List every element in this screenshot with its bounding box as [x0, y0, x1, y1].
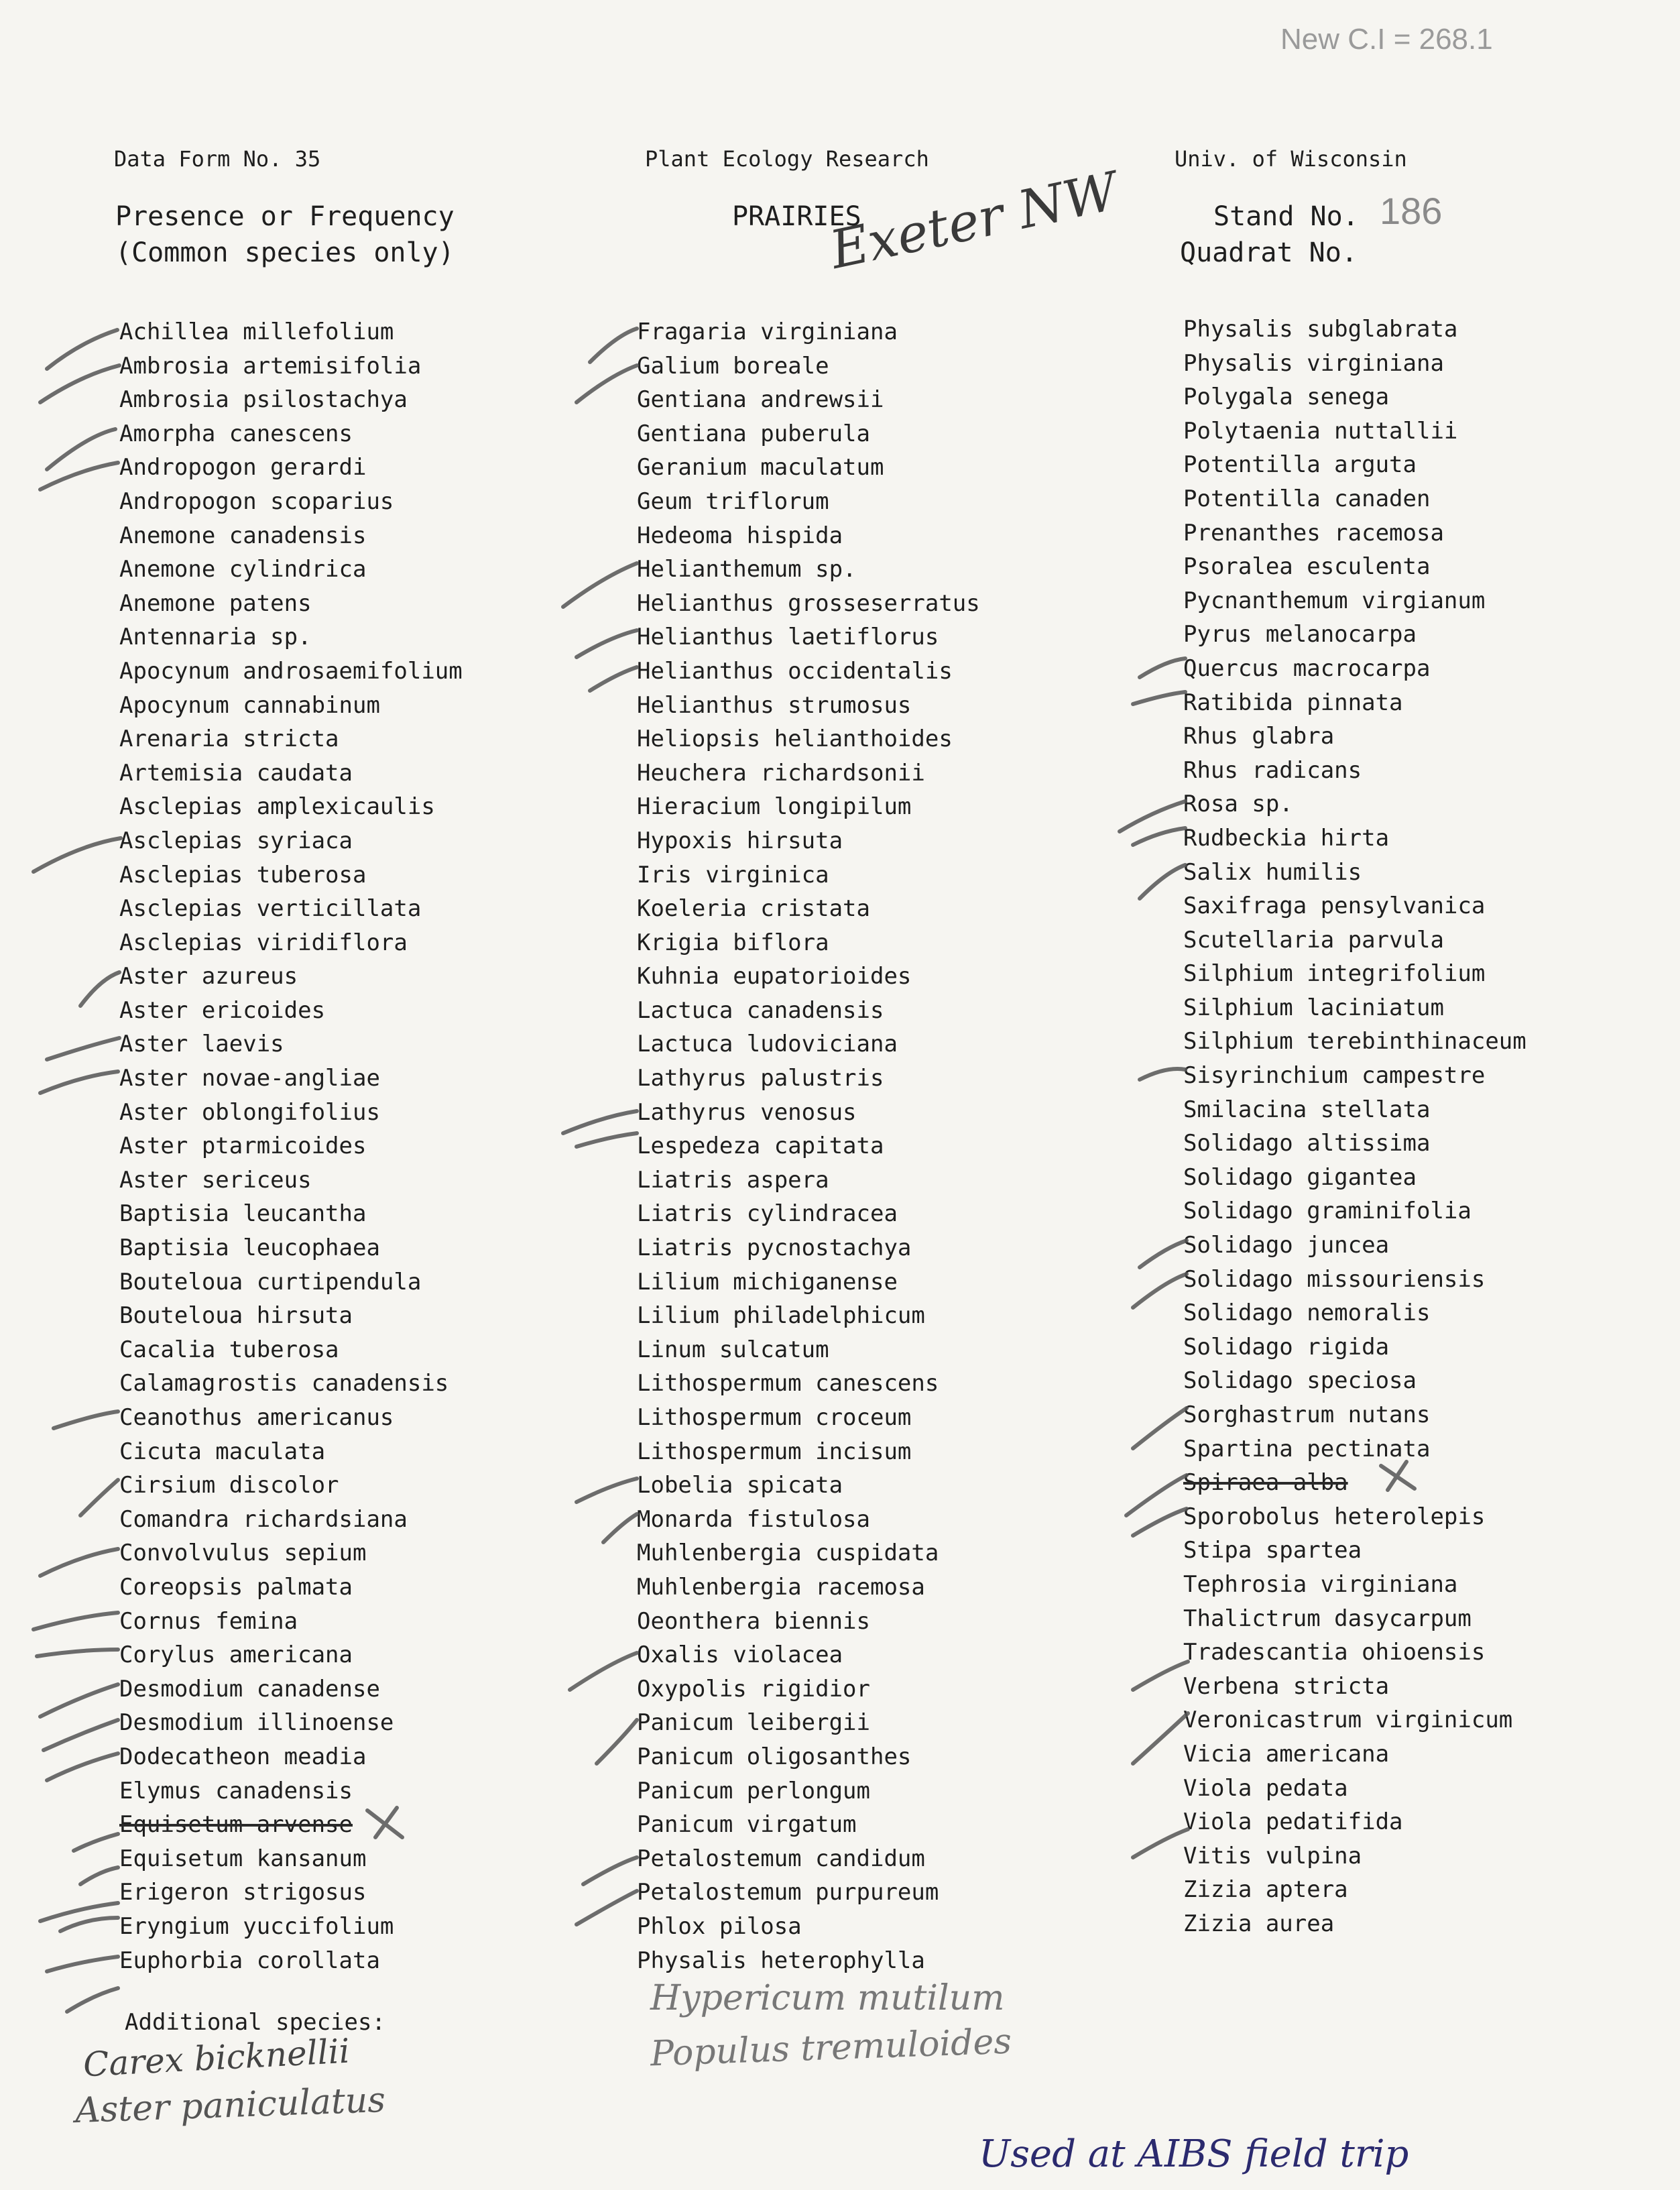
species-item: Arenaria stricta: [119, 726, 339, 753]
species-item: Saxifraga pensylvanica: [1183, 892, 1486, 920]
species-item: Panicum leibergii: [637, 1709, 870, 1737]
additional-species-label: Additional species:: [125, 2009, 385, 2036]
species-item: Lathyrus palustris: [637, 1065, 884, 1092]
species-item: Panicum perlongum: [637, 1777, 870, 1804]
species-item: Panicum oligosanthes: [637, 1743, 912, 1770]
species-item: Anemone canadensis: [119, 522, 367, 549]
species-item: Apocynum cannabinum: [119, 691, 380, 719]
species-item: Achillea millefolium: [119, 319, 394, 345]
species-item: Artemisia caudata: [119, 759, 353, 787]
species-item: Fragaria virginiana: [637, 319, 898, 345]
species-item: Asclepias tuberosa: [119, 861, 367, 888]
species-item: Hypoxis hirsuta: [637, 827, 843, 854]
form-number: Data Form No. 35: [114, 146, 321, 172]
species-item: Amorpha canescens: [119, 420, 353, 447]
species-item: Cirsium discolor: [119, 1472, 339, 1499]
species-item: Equisetum kansanum: [119, 1845, 367, 1872]
stand-number: 186: [1380, 190, 1443, 232]
species-item: Lactuca canadensis: [637, 996, 884, 1024]
species-item: Silphium terebinthinaceum: [1183, 1028, 1526, 1055]
species-column-1: [119, 315, 463, 1977]
species-item: Kuhnia eupatorioides: [637, 963, 912, 990]
species-item: Baptisia leucantha: [119, 1200, 367, 1228]
species-item: Calamagrostis canadensis: [119, 1370, 449, 1397]
species-item: Helianthus strumosus: [637, 691, 912, 719]
species-item: Geum triflorum: [637, 487, 829, 515]
species-item: Ambrosia psilostachya: [119, 386, 408, 414]
species-item: Solidago juncea: [1183, 1232, 1390, 1259]
species-item: Liatris pycnostachya: [637, 1234, 912, 1262]
species-item: Lobelia spicata: [637, 1472, 843, 1499]
species-item: Heliopsis helianthoides: [637, 726, 953, 753]
species-item: Linum sulcatum: [637, 1336, 829, 1363]
species-column-2: [637, 315, 980, 1977]
species-item: Solidago graminifolia: [1183, 1198, 1472, 1225]
species-item: Aster oblongifolius: [119, 1098, 380, 1126]
species-item: Physalis virginiana: [1183, 349, 1444, 377]
species-item: Viola pedata: [1183, 1774, 1348, 1802]
handwritten-species-left-1: Carex bicknellii: [82, 2031, 351, 2085]
species-item: Polytaenia nuttallii: [1183, 417, 1458, 445]
species-item: Rhus glabra: [1183, 723, 1335, 750]
species-item: Anemone patens: [119, 589, 312, 617]
species-item: Vitis vulpina: [1183, 1842, 1362, 1869]
species-item-struck: [1183, 1466, 1526, 1500]
species-item: Psoralea esculenta: [1183, 553, 1431, 581]
species-item: Sisyrinchium campestre: [1183, 1062, 1486, 1090]
species-item: Muhlenbergia cuspidata: [637, 1540, 939, 1567]
species-item: Aster novae-angliae: [119, 1065, 380, 1092]
species-item: Phlox pilosa: [637, 1912, 802, 1940]
species-item: Andropogon scoparius: [119, 487, 394, 515]
species-item: Viola pedatifida: [1183, 1808, 1403, 1836]
species-item: Coreopsis palmata: [119, 1573, 353, 1601]
species-item: Antennaria sp.: [119, 624, 312, 651]
species-item: Helianthus occidentalis: [637, 657, 953, 685]
species-item: Oxypolis rigidior: [637, 1675, 870, 1703]
species-item: Helianthus grosseserratus: [637, 589, 980, 617]
species-item: Baptisia leucophaea: [119, 1234, 380, 1262]
location-handwritten: Exeter NW: [825, 161, 1123, 282]
species-item: Stipa spartea: [1183, 1537, 1362, 1564]
species-item: Aster azureus: [119, 963, 298, 990]
species-item: Thalictrum dasycarpum: [1183, 1605, 1472, 1632]
species-item: Corylus americana: [119, 1641, 353, 1669]
species-item: Ceanothus americanus: [119, 1404, 394, 1431]
species-item: Desmodium illinoense: [119, 1709, 394, 1737]
species-item: Asclepias syriaca: [119, 827, 353, 854]
species-column-3: [1183, 312, 1526, 1941]
species-item: Asclepias viridiflora: [119, 929, 408, 956]
species-item: Lilium michiganense: [637, 1268, 898, 1295]
species-item: Helianthus laetiflorus: [637, 624, 939, 651]
species-item: Elymus canadensis: [119, 1777, 353, 1804]
species-item: Verbena stricta: [1183, 1672, 1390, 1700]
species-item: Petalostemum purpureum: [637, 1879, 939, 1906]
species-item: Gentiana andrewsii: [637, 386, 884, 414]
species-item: Cornus femina: [119, 1607, 298, 1635]
species-item: Aster ericoides: [119, 996, 326, 1024]
species-item: Dodecatheon meadia: [119, 1743, 367, 1770]
species-item: Lespedeza capitata: [637, 1133, 884, 1160]
species-item: Bouteloua hirsuta: [119, 1302, 353, 1330]
species-item: Monarda fistulosa: [637, 1505, 870, 1533]
species-item: Desmodium canadense: [119, 1675, 380, 1703]
species-item: Hieracium longipilum: [637, 793, 912, 821]
species-item: Silphium integrifolium: [1183, 960, 1486, 988]
category-title: PRAIRIES: [732, 201, 861, 232]
species-item: Solidago rigida: [1183, 1333, 1390, 1361]
handwritten-species-mid-2: Populus tremuloides: [650, 2021, 1012, 2075]
species-item: Scutellaria parvula: [1183, 926, 1444, 954]
species-item: Ratibida pinnata: [1183, 689, 1403, 716]
species-item: Liatris cylindracea: [637, 1200, 898, 1228]
species-item: Aster ptarmicoides: [119, 1133, 367, 1160]
species-item: Tephrosia virginiana: [1183, 1570, 1458, 1598]
species-item: Cicuta maculata: [119, 1438, 326, 1465]
stand-label: Stand No.: [1213, 201, 1359, 232]
quadrat-label: Quadrat No.: [1180, 237, 1358, 268]
species-item: Geranium maculatum: [637, 454, 884, 481]
species-item-struck-text: Spiraea alba: [1183, 1469, 1348, 1497]
species-item: Physalis heterophylla: [637, 1947, 925, 1974]
species-item: Andropogon gerardi: [119, 454, 367, 481]
species-item: Eryngium yuccifolium: [119, 1912, 394, 1940]
species-item: Solidago gigantea: [1183, 1163, 1417, 1191]
species-item: Spartina pectinata: [1183, 1435, 1431, 1462]
org-name: Plant Ecology Research: [645, 146, 929, 172]
species-item: Galium boreale: [637, 352, 829, 380]
corner-note: New C.I = 268.1: [1280, 23, 1493, 56]
species-item: Rudbeckia hirta: [1183, 824, 1390, 852]
species-item-struck-text: Equisetum arvense: [119, 1811, 353, 1839]
species-item: Physalis subglabrata: [1183, 316, 1458, 343]
footer-note: Used at AIBS field trip: [979, 2132, 1409, 2176]
species-item: Oeonthera biennis: [637, 1607, 870, 1635]
species-item: Solidago speciosa: [1183, 1367, 1417, 1395]
species-item: Lithospermum croceum: [637, 1404, 912, 1431]
species-item: Smilacina stellata: [1183, 1096, 1431, 1123]
species-item: Asclepias amplexicaulis: [119, 793, 435, 821]
species-item: Koeleria cristata: [637, 895, 870, 923]
species-item: Silphium laciniatum: [1183, 994, 1444, 1021]
species-item: Krigia biflora: [637, 929, 829, 956]
species-item: Polygala senega: [1183, 384, 1390, 411]
species-item: Rhus radicans: [1183, 756, 1362, 784]
species-item: Aster laevis: [119, 1031, 284, 1058]
species-item: Comandra richardsiana: [119, 1505, 408, 1533]
species-item: Tradescantia ohioensis: [1183, 1639, 1486, 1666]
species-item: Ambrosia artemisifolia: [119, 352, 422, 380]
species-item: Potentilla arguta: [1183, 451, 1417, 479]
species-item-struck: [119, 1808, 463, 1842]
species-item: Lithospermum canescens: [637, 1370, 939, 1397]
species-item: Rosa sp.: [1183, 791, 1293, 818]
species-item: Apocynum androsaemifolium: [119, 657, 463, 685]
species-item: Salix humilis: [1183, 858, 1362, 886]
species-item: Lithospermum incisum: [637, 1438, 912, 1465]
species-item: Veronicastrum virginicum: [1183, 1707, 1513, 1734]
species-item: Solidago altissima: [1183, 1130, 1431, 1157]
species-item: Sporobolus heterolepis: [1183, 1503, 1486, 1530]
species-item: Prenanthes racemosa: [1183, 519, 1444, 546]
species-item: Bouteloua curtipendula: [119, 1268, 422, 1295]
species-item: Euphorbia corollata: [119, 1947, 380, 1974]
species-item: Asclepias verticillata: [119, 895, 422, 923]
species-item: Heuchera richardsonii: [637, 759, 925, 787]
species-item: Hedeoma hispida: [637, 522, 843, 549]
species-item: Panicum virgatum: [637, 1811, 857, 1839]
species-item: Anemone cylindrica: [119, 556, 367, 583]
species-item: Solidago nemoralis: [1183, 1300, 1431, 1327]
species-item: Quercus macrocarpa: [1183, 654, 1431, 682]
species-item: Sorghastrum nutans: [1183, 1401, 1431, 1428]
species-item: Potentilla canaden: [1183, 485, 1431, 512]
species-item: Liatris aspera: [637, 1166, 829, 1194]
handwritten-species-mid-1: Hypericum mutilum: [650, 1978, 1005, 2018]
species-item: Oxalis violacea: [637, 1641, 843, 1669]
species-item: Muhlenbergia racemosa: [637, 1573, 925, 1601]
species-item: Cacalia tuberosa: [119, 1336, 339, 1363]
species-item: Aster sericeus: [119, 1166, 312, 1194]
species-item: Convolvulus sepium: [119, 1540, 367, 1567]
species-item: Petalostemum candidum: [637, 1845, 925, 1872]
species-item: Helianthemum sp.: [637, 556, 857, 583]
species-item: Zizia aptera: [1183, 1876, 1348, 1904]
title-line1: Presence or Frequency: [115, 201, 455, 232]
species-item: Lactuca ludoviciana: [637, 1031, 898, 1058]
species-item: Gentiana puberula: [637, 420, 870, 447]
species-item: Lilium philadelphicum: [637, 1302, 925, 1330]
species-item: Iris virginica: [637, 861, 829, 888]
species-item: Solidago missouriensis: [1183, 1265, 1486, 1293]
species-item: Lathyrus venosus: [637, 1098, 857, 1126]
species-item: Erigeron strigosus: [119, 1879, 367, 1906]
species-item: Vicia americana: [1183, 1740, 1390, 1768]
handwritten-species-left-2: Aster paniculatus: [74, 2079, 386, 2132]
species-item: Pycnanthemum virgianum: [1183, 587, 1486, 614]
species-item: Zizia aurea: [1183, 1910, 1335, 1937]
title-line2: (Common species only): [115, 237, 455, 268]
univ-name: Univ. of Wisconsin: [1175, 146, 1407, 172]
species-item: Pyrus melanocarpa: [1183, 621, 1417, 648]
